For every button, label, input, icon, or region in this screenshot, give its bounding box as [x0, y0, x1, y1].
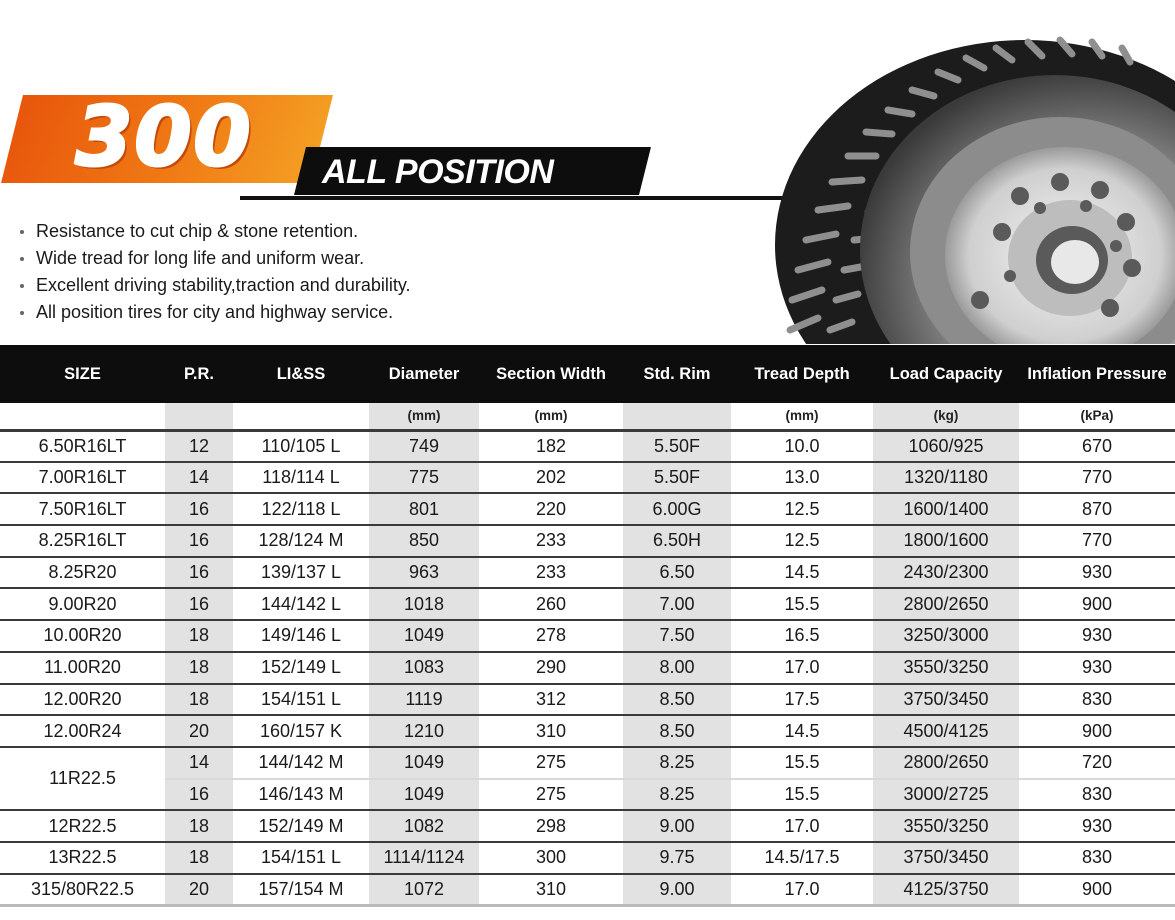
cell-std-rim: 7.00: [623, 588, 731, 620]
cell-tread-depth: 15.5: [731, 588, 873, 620]
cell-section-width: 220: [479, 493, 623, 525]
cell-load-index: 160/157 K: [233, 715, 369, 747]
table-row: [0, 557, 1175, 589]
cell-tread-depth: 15.5: [731, 779, 873, 811]
cell-load-capacity: 2800/2650: [873, 747, 1019, 779]
cell-ply-rating: 16: [165, 493, 233, 525]
tire-spec-table: [0, 345, 1175, 907]
cell-diameter: 801: [369, 493, 479, 525]
cell-diameter: 775: [369, 462, 479, 494]
cell-load-index: 146/143 M: [233, 779, 369, 811]
cell-std-rim: 5.50F: [623, 462, 731, 494]
cell-std-rim: 6.50H: [623, 525, 731, 557]
table-row: [0, 874, 1175, 906]
cell-inflation-pressure: 830: [1019, 684, 1175, 716]
table-row: [0, 430, 1175, 462]
cell-load-index: 118/114 L: [233, 462, 369, 494]
cell-diameter: 1049: [369, 620, 479, 652]
tire-icon: [770, 0, 1175, 344]
feature-item: Resistance to cut chip & stone retention.: [18, 218, 411, 245]
cell-tread-depth: 10.0: [731, 430, 873, 462]
table-row: [0, 588, 1175, 620]
cell-diameter: 1072: [369, 874, 479, 906]
cell-section-width: 233: [479, 557, 623, 589]
table-row: [0, 525, 1175, 557]
cell-ply-rating: 16: [165, 779, 233, 811]
cell-ply-rating: 14: [165, 462, 233, 494]
cell-load-capacity: 1800/1600: [873, 525, 1019, 557]
table-header-row: [0, 345, 1175, 403]
cell-tread-depth: 17.0: [731, 874, 873, 906]
cell-inflation-pressure: 770: [1019, 462, 1175, 494]
category-title: ALL POSITION: [322, 153, 554, 191]
cell-diameter: 1083: [369, 652, 479, 684]
bullet-icon: [20, 230, 24, 234]
cell-section-width: 298: [479, 810, 623, 842]
column-header-ply-rating: P.R.: [165, 345, 233, 403]
cell-size: 12R22.5: [0, 810, 165, 842]
cell-inflation-pressure: 900: [1019, 715, 1175, 747]
feature-list: [18, 218, 411, 326]
cell-std-rim: 8.50: [623, 715, 731, 747]
table-row: [0, 842, 1175, 874]
model-number: 300: [75, 90, 253, 185]
cell-std-rim: 7.50: [623, 620, 731, 652]
cell-load-capacity: 3550/3250: [873, 810, 1019, 842]
cell-ply-rating: 18: [165, 652, 233, 684]
table-row: [0, 810, 1175, 842]
cell-load-index: 154/151 L: [233, 684, 369, 716]
cell-ply-rating: 16: [165, 588, 233, 620]
cell-load-index: 154/151 L: [233, 842, 369, 874]
cell-load-capacity: 3750/3450: [873, 684, 1019, 716]
cell-load-index: 144/142 M: [233, 747, 369, 779]
cell-size: 7.00R16LT: [0, 462, 165, 494]
cell-std-rim: 8.25: [623, 779, 731, 811]
cell-diameter: 963: [369, 557, 479, 589]
cell-size: 10.00R20: [0, 620, 165, 652]
cell-inflation-pressure: 900: [1019, 874, 1175, 906]
cell-section-width: 182: [479, 430, 623, 462]
cell-section-width: 310: [479, 715, 623, 747]
cell-size: 6.50R16LT: [0, 430, 165, 462]
cell-size: 11R22.5: [0, 747, 165, 810]
cell-std-rim: 8.25: [623, 747, 731, 779]
cell-tread-depth: 12.5: [731, 525, 873, 557]
column-header-size: SIZE: [0, 345, 165, 403]
cell-inflation-pressure: 930: [1019, 620, 1175, 652]
cell-inflation-pressure: 900: [1019, 588, 1175, 620]
cell-load-index: 144/142 L: [233, 588, 369, 620]
cell-tread-depth: 12.5: [731, 493, 873, 525]
cell-inflation-pressure: 930: [1019, 810, 1175, 842]
cell-inflation-pressure: 930: [1019, 652, 1175, 684]
cell-load-capacity: 4125/3750: [873, 874, 1019, 906]
cell-inflation-pressure: 830: [1019, 842, 1175, 874]
unit-size: [0, 403, 165, 430]
cell-section-width: 300: [479, 842, 623, 874]
cell-std-rim: 9.00: [623, 810, 731, 842]
cell-load-index: 110/105 L: [233, 430, 369, 462]
table-row: [0, 747, 1175, 779]
cell-section-width: 278: [479, 620, 623, 652]
table-unit-row: [0, 403, 1175, 430]
cell-ply-rating: 18: [165, 620, 233, 652]
cell-inflation-pressure: 830: [1019, 779, 1175, 811]
cell-inflation-pressure: 770: [1019, 525, 1175, 557]
column-header-diameter: Diameter: [369, 345, 479, 403]
cell-ply-rating: 20: [165, 715, 233, 747]
cell-tread-depth: 13.0: [731, 462, 873, 494]
column-header-section-width: Section Width: [479, 345, 623, 403]
column-header-std-rim: Std. Rim: [623, 345, 731, 403]
cell-std-rim: 6.50: [623, 557, 731, 589]
cell-load-capacity: 3250/3000: [873, 620, 1019, 652]
cell-load-capacity: 1600/1400: [873, 493, 1019, 525]
cell-section-width: 275: [479, 747, 623, 779]
cell-size: 8.25R20: [0, 557, 165, 589]
column-header-tread-depth: Tread Depth: [731, 345, 873, 403]
cell-std-rim: 6.00G: [623, 493, 731, 525]
cell-tread-depth: 16.5: [731, 620, 873, 652]
column-header-load-index: LI&SS: [233, 345, 369, 403]
cell-load-capacity: 3000/2725: [873, 779, 1019, 811]
unit-load-index: [233, 403, 369, 430]
cell-load-index: 128/124 M: [233, 525, 369, 557]
cell-diameter: 749: [369, 430, 479, 462]
unit-diameter: (mm): [369, 403, 479, 430]
cell-ply-rating: 16: [165, 525, 233, 557]
cell-load-capacity: 1320/1180: [873, 462, 1019, 494]
cell-inflation-pressure: 870: [1019, 493, 1175, 525]
bullet-icon: [20, 311, 24, 315]
cell-size: 12.00R24: [0, 715, 165, 747]
unit-section-width: (mm): [479, 403, 623, 430]
cell-std-rim: 5.50F: [623, 430, 731, 462]
banner-underline: [240, 196, 800, 200]
table-row: [0, 684, 1175, 716]
cell-size: 315/80R22.5: [0, 874, 165, 906]
cell-size: 11.00R20: [0, 652, 165, 684]
cell-tread-depth: 14.5: [731, 557, 873, 589]
column-header-inflation-pressure: Inflation Pressure: [1019, 345, 1175, 403]
feature-item: All position tires for city and highway service.: [18, 299, 411, 326]
cell-section-width: 260: [479, 588, 623, 620]
feature-item: Wide tread for long life and uniform wear.: [18, 245, 411, 272]
bullet-icon: [20, 257, 24, 261]
cell-tread-depth: 14.5/17.5: [731, 842, 873, 874]
cell-tread-depth: 17.0: [731, 810, 873, 842]
table-body: [0, 430, 1175, 906]
unit-inflation-pressure: (kPa): [1019, 403, 1175, 430]
cell-diameter: 1018: [369, 588, 479, 620]
unit-load-capacity: (kg): [873, 403, 1019, 430]
cell-load-index: 157/154 M: [233, 874, 369, 906]
cell-diameter: 1082: [369, 810, 479, 842]
cell-ply-rating: 14: [165, 747, 233, 779]
cell-load-capacity: 3750/3450: [873, 842, 1019, 874]
feature-item: Excellent driving stability,traction and durability.: [18, 272, 411, 299]
cell-section-width: 312: [479, 684, 623, 716]
cell-tread-depth: 14.5: [731, 715, 873, 747]
cell-diameter: 1049: [369, 747, 479, 779]
cell-diameter: 1049: [369, 779, 479, 811]
cell-load-capacity: 3550/3250: [873, 652, 1019, 684]
cell-ply-rating: 20: [165, 874, 233, 906]
cell-load-index: 122/118 L: [233, 493, 369, 525]
cell-section-width: 310: [479, 874, 623, 906]
cell-size: 7.50R16LT: [0, 493, 165, 525]
cell-load-index: 139/137 L: [233, 557, 369, 589]
cell-load-index: 152/149 L: [233, 652, 369, 684]
cell-load-index: 152/149 M: [233, 810, 369, 842]
table-row: [0, 620, 1175, 652]
unit-tread-depth: (mm): [731, 403, 873, 430]
cell-size: 13R22.5: [0, 842, 165, 874]
table-row: [0, 493, 1175, 525]
cell-load-index: 149/146 L: [233, 620, 369, 652]
unit-ply-rating: [165, 403, 233, 430]
table-row: [0, 779, 1175, 811]
cell-std-rim: 8.50: [623, 684, 731, 716]
table-row: [0, 715, 1175, 747]
cell-load-capacity: 2430/2300: [873, 557, 1019, 589]
cell-tread-depth: 17.5: [731, 684, 873, 716]
cell-load-capacity: 4500/4125: [873, 715, 1019, 747]
cell-ply-rating: 18: [165, 684, 233, 716]
cell-load-capacity: 2800/2650: [873, 588, 1019, 620]
table-row: [0, 652, 1175, 684]
cell-std-rim: 9.00: [623, 874, 731, 906]
cell-ply-rating: 18: [165, 810, 233, 842]
cell-tread-depth: 17.0: [731, 652, 873, 684]
cell-section-width: 233: [479, 525, 623, 557]
cell-diameter: 1114/1124: [369, 842, 479, 874]
unit-std-rim: [623, 403, 731, 430]
table-row: [0, 462, 1175, 494]
cell-load-capacity: 1060/925: [873, 430, 1019, 462]
cell-ply-rating: 12: [165, 430, 233, 462]
cell-section-width: 275: [479, 779, 623, 811]
cell-inflation-pressure: 670: [1019, 430, 1175, 462]
cell-tread-depth: 15.5: [731, 747, 873, 779]
cell-std-rim: 8.00: [623, 652, 731, 684]
cell-inflation-pressure: 930: [1019, 557, 1175, 589]
column-header-load-capacity: Load Capacity: [873, 345, 1019, 403]
tire-image: [770, 0, 1175, 344]
cell-section-width: 290: [479, 652, 623, 684]
cell-std-rim: 9.75: [623, 842, 731, 874]
cell-ply-rating: 18: [165, 842, 233, 874]
cell-inflation-pressure: 720: [1019, 747, 1175, 779]
cell-diameter: 1210: [369, 715, 479, 747]
cell-size: 9.00R20: [0, 588, 165, 620]
cell-diameter: 1119: [369, 684, 479, 716]
cell-ply-rating: 16: [165, 557, 233, 589]
cell-diameter: 850: [369, 525, 479, 557]
cell-section-width: 202: [479, 462, 623, 494]
cell-size: 12.00R20: [0, 684, 165, 716]
bullet-icon: [20, 284, 24, 288]
cell-size: 8.25R16LT: [0, 525, 165, 557]
